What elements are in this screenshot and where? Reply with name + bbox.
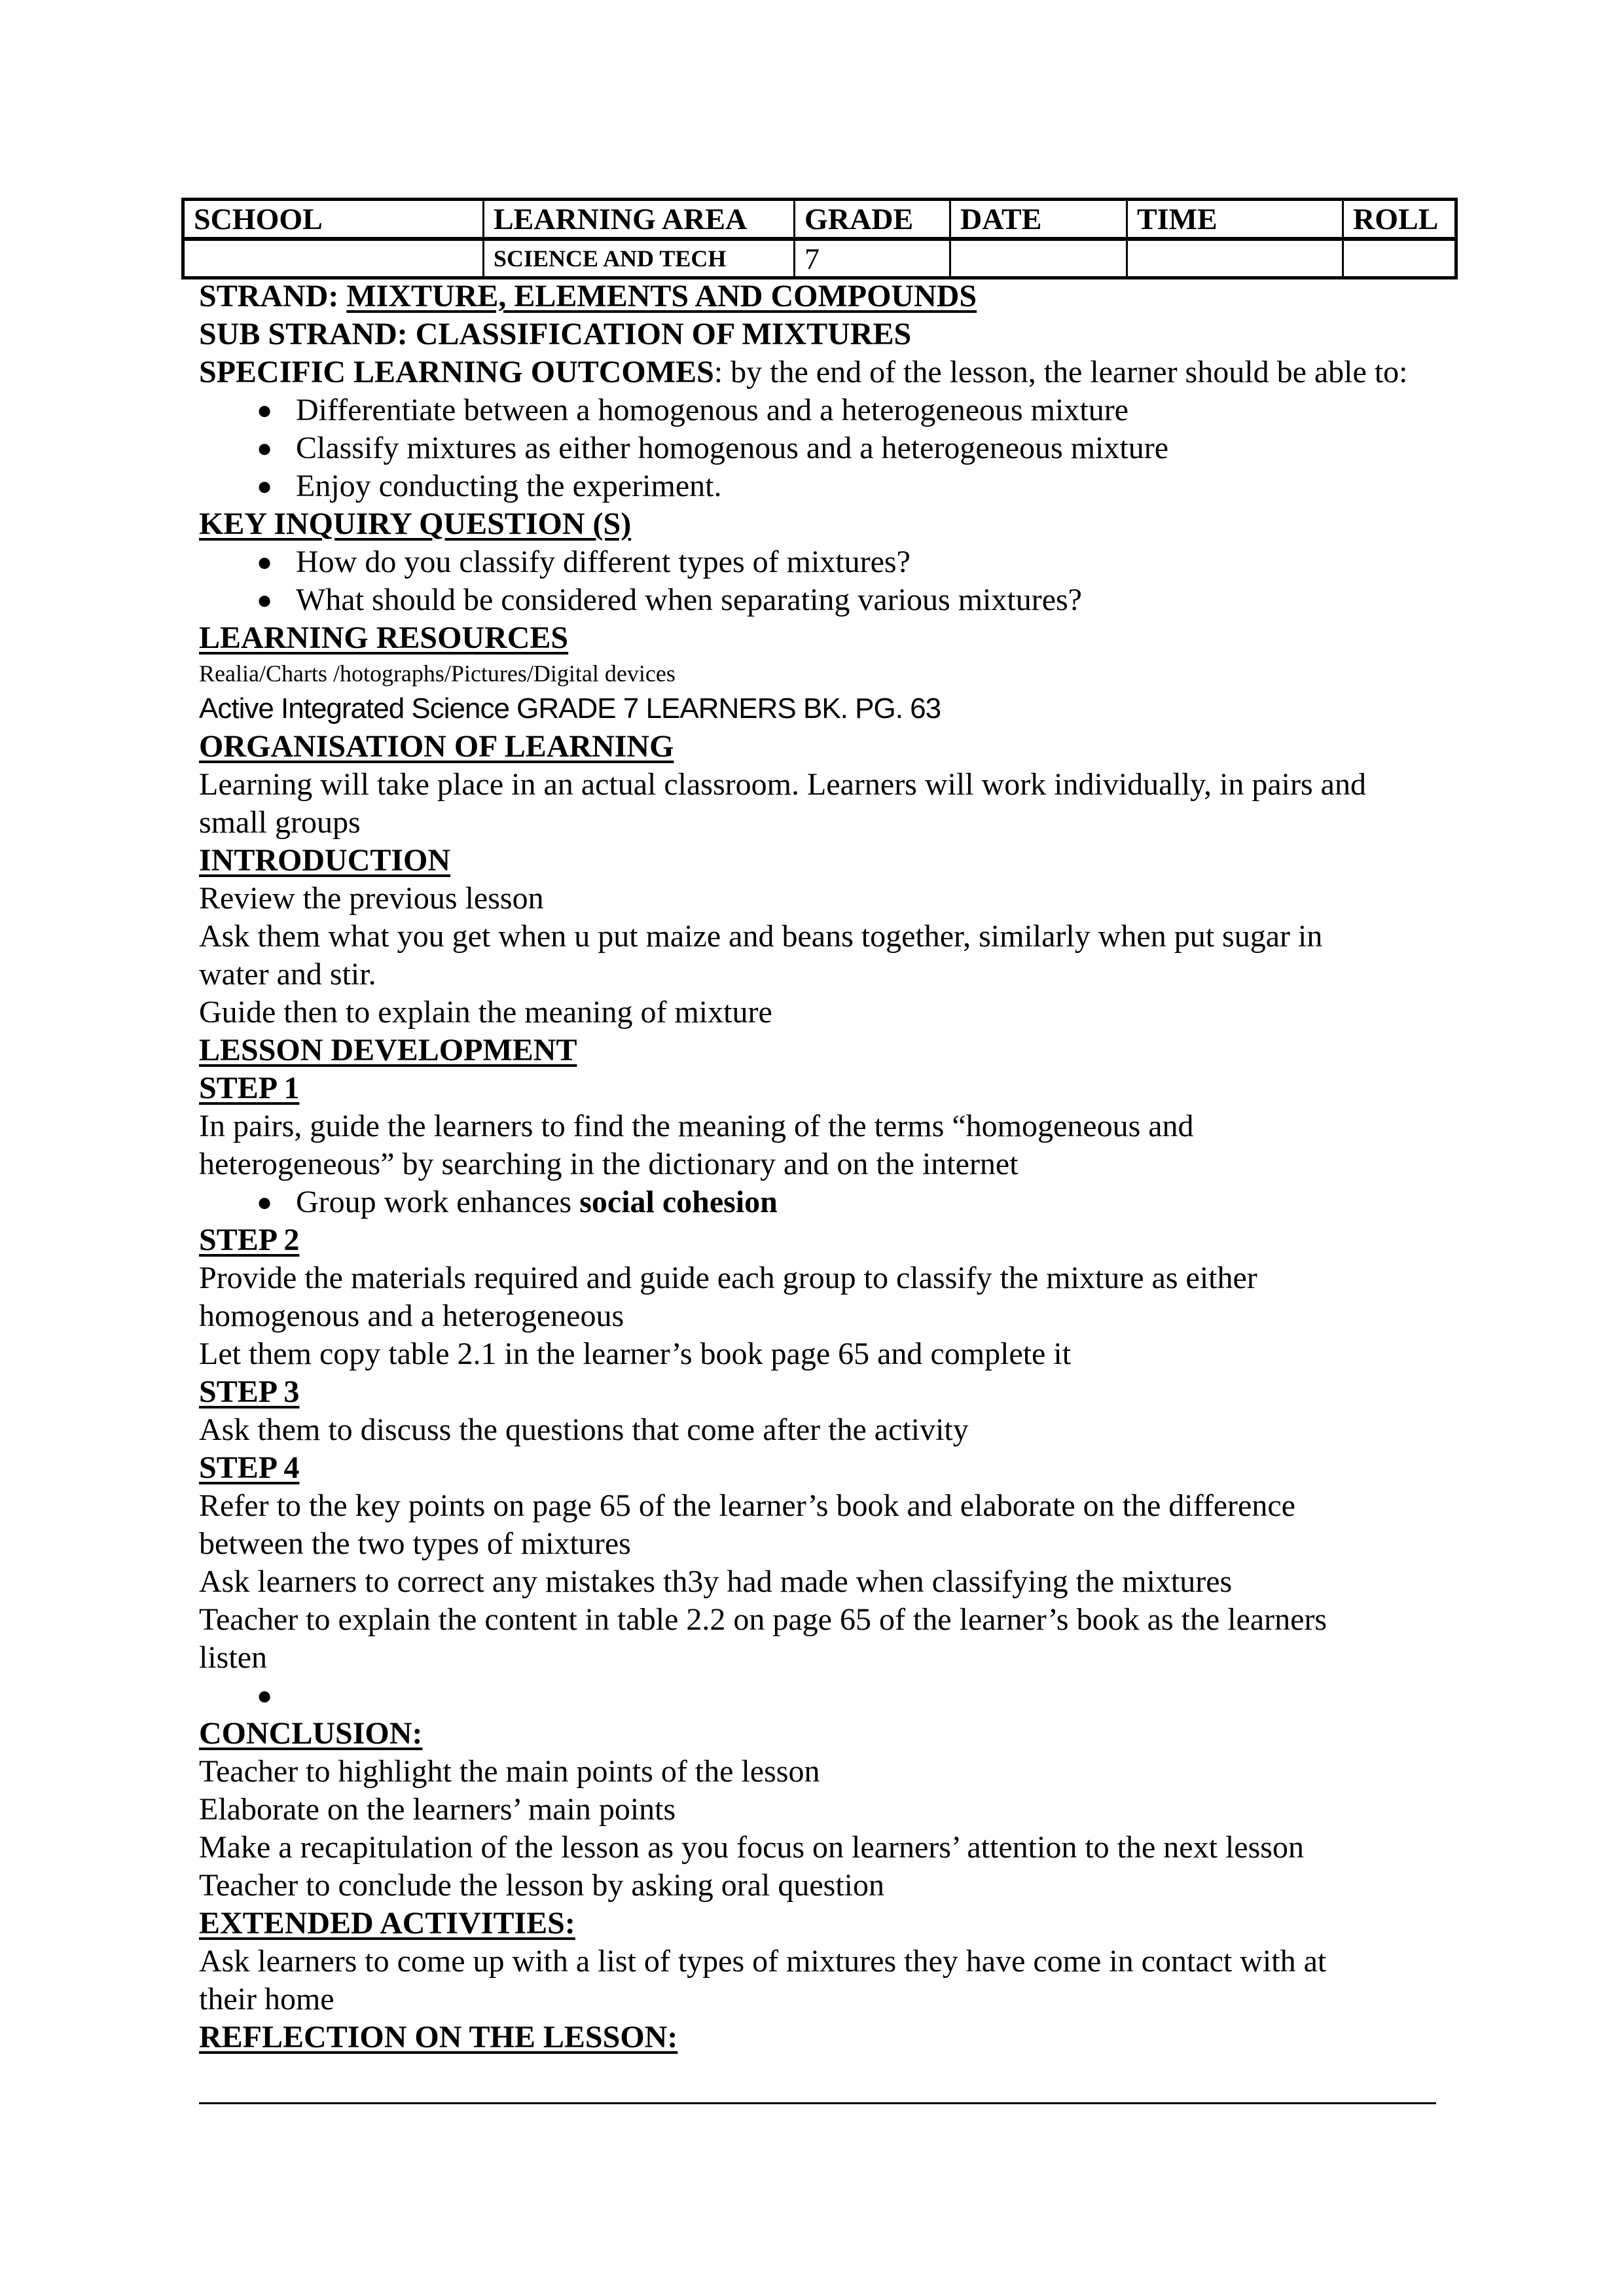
col-learning-area: LEARNING AREA [484,200,795,240]
development-heading [199,1031,1456,1069]
list-item [199,467,1456,505]
paragraph-line: listen [199,1640,267,1675]
heading-text: STEP 2 [199,1223,300,1257]
introduction-heading [199,842,1456,880]
step4-heading [199,1449,1456,1487]
paragraph-line: water and stir. [199,957,376,992]
lesson-body [199,278,1456,2056]
list-item [199,391,1456,429]
paragraph-line: heterogeneous” by searching in the dictionary and on the internet [199,1147,1019,1181]
cell-date [950,239,1127,278]
outcomes-intro [199,353,1456,391]
step3-heading [199,1373,1456,1411]
col-time: TIME [1127,200,1343,240]
paragraph-line: Ask them to discuss the questions that come after the activity [199,1412,969,1447]
cell-learning-area: SCIENCE AND TECH [484,239,795,278]
lesson-info-table [181,198,1458,279]
paragraph-line: Ask them what you get when u put maize and beans together, similarly when put sugar in [199,919,1323,954]
paragraph-line: their home [199,1982,334,2017]
paragraph-line: Guide then to explain the meaning of mixture [199,995,772,1030]
strand-label: STRAND [199,279,329,314]
resources-book: Active Integrated Science GRADE 7 LEARNERS BK. PG. 63 [199,692,941,725]
list-item-text: Enjoy conducting the experiment. [296,469,722,503]
col-date: DATE [950,200,1127,240]
heading-text: KEY INQUIRY QUESTION (S) [199,507,632,541]
paragraph-line: In pairs, guide the learners to find the meaning of the terms “homogeneous and [199,1109,1194,1143]
paragraph-line: Ask learners to come up with a list of types of mixtures they have come in contact with at [199,1944,1327,1979]
bullet-icon: ● [257,433,273,463]
paragraph-line: Teacher to explain the content in table 2.2 on page 65 of the learner’s book as the learners [199,1602,1327,1637]
col-grade: GRADE [795,200,950,240]
list-item-text: Group work enhances [296,1185,580,1219]
list-item-text: Differentiate between a homogenous and a heterogeneous mixture [296,393,1128,427]
list-item [199,1183,1456,1221]
paragraph-line: Learning will take place in an actual classroom. Learners will work individually, in pairs and [199,767,1366,802]
strand: STRAND: MIXTURE, ELEMENTS AND COMPOUNDS [199,279,977,314]
step1-heading [199,1069,1456,1107]
reflection-heading [199,2018,1456,2056]
organisation-heading [199,728,1456,766]
paragraph-line: Teacher to conclude the lesson by asking oral question [199,1868,884,1903]
paragraph-line: Let them copy table 2.1 in the learner’s book page 65 and complete it [199,1336,1072,1371]
bullet-icon: ● [257,1187,273,1217]
bullet-icon: ● [257,1681,273,1710]
resources-list: Realia/Charts /hotographs/Pictures/Digital devices [199,660,676,687]
paragraph-line: Teacher to highlight the main points of the lesson [199,1754,820,1789]
heading-text: LESSON DEVELOPMENT [199,1033,577,1067]
bullet-icon: ● [257,395,273,425]
heading-text: STEP 1 [199,1071,300,1105]
conclusion-heading [199,1715,1456,1753]
cell-school [183,239,484,278]
paragraph-line: Provide the materials required and guide each group to classify the mixture as either [199,1261,1257,1295]
heading-text: ORGANISATION OF LEARNING [199,729,674,764]
list-item-bold: social cohesion [579,1185,778,1219]
heading-text: REFLECTION ON THE LESSON: [199,2020,678,2054]
cell-roll [1343,239,1456,278]
paragraph-line: Elaborate on the learners’ main points [199,1792,676,1827]
step2-heading [199,1221,1456,1259]
reflection-answer-line [199,2102,1436,2104]
outcomes-intro-text: : by the end of the lesson, the learner should be able to: [713,355,1408,389]
col-roll: ROLL [1343,200,1456,240]
list-item [199,581,1456,619]
paragraph-line: between the two types of mixtures [199,1526,631,1561]
paragraph-line: small groups [199,805,361,840]
bullet-icon: ● [257,585,273,615]
list-item [199,429,1456,467]
list-item [199,543,1456,581]
paragraph-line: homogenous and a heterogeneous [199,1299,624,1333]
heading-text: CONCLUSION: [199,1716,423,1751]
cell-grade: 7 [795,239,950,278]
strand-value: MIXTURE, ELEMENTS AND COMPOUNDS [346,279,977,314]
empty-list-item [199,1677,1456,1715]
list-item-text: How do you classify different types of mixtures? [296,545,911,579]
list-item-text: Classify mixtures as either homogenous and a heterogeneous mixture [296,431,1169,465]
outcomes-label: SPECIFIC LEARNING OUTCOMES [199,355,714,389]
heading-text: INTRODUCTION [199,843,451,878]
heading-text: LEARNING RESOURCES [199,620,569,655]
heading-text: STEP 4 [199,1450,300,1485]
inquiry-heading [199,505,1456,543]
paragraph-line: Review the previous lesson [199,881,544,916]
paragraph-line: Ask learners to correct any mistakes th3y had made when classifying the mixtures [199,1564,1233,1599]
bullet-icon: ● [257,471,273,501]
list-item-text: What should be considered when separating various mixtures? [296,583,1082,617]
table-row [183,239,1456,278]
bullet-icon: ● [257,547,273,577]
heading-text: EXTENDED ACTIVITIES: [199,1906,575,1941]
heading-text: STEP 3 [199,1374,300,1409]
resources-heading [199,619,1456,657]
extended-heading [199,1905,1456,1943]
sub-strand: SUB STRAND: CLASSIFICATION OF MIXTURES [199,317,912,351]
col-school: SCHOOL [183,200,484,240]
paragraph-line: Make a recapitulation of the lesson as you focus on learners’ attention to the next lesson [199,1830,1304,1865]
paragraph-line: Refer to the key points on page 65 of the learner’s book and elaborate on the difference [199,1488,1295,1523]
table-header-row [183,200,1456,240]
cell-time [1127,239,1343,278]
